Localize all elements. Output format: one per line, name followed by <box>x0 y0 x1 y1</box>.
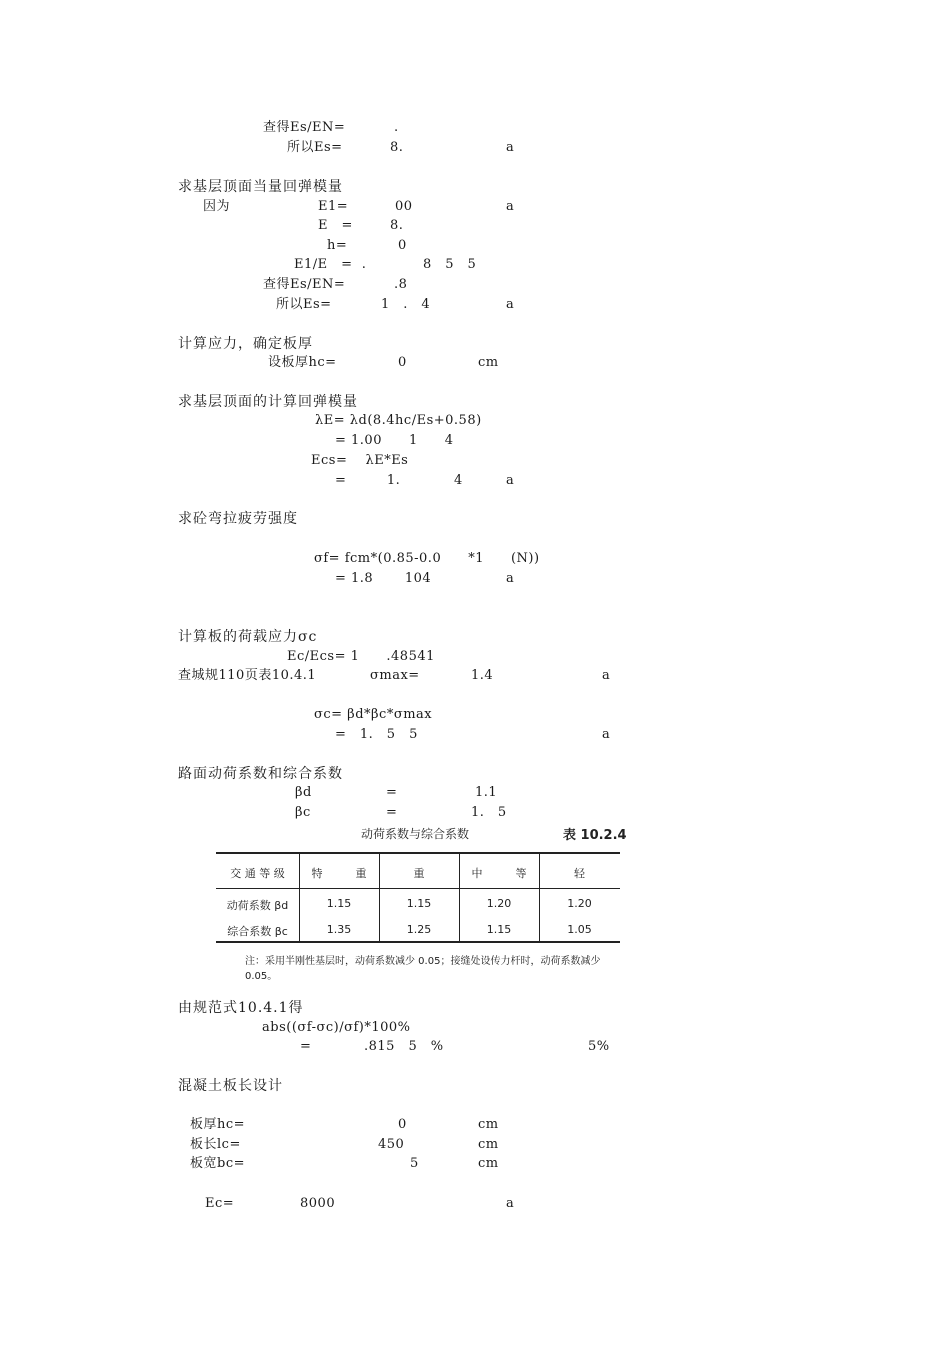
error-limit: 5% <box>588 1039 610 1054</box>
slab-thickness-label: 设板厚hc= <box>268 355 337 370</box>
e-value: 8. <box>390 218 404 233</box>
lambda-e-value: = 1.00 1 4 <box>335 433 454 448</box>
es-lookup-value: . <box>394 120 399 135</box>
section-title-slab-length: 混凝土板长设计 <box>178 1078 283 1094</box>
beta-d-label: βd <box>295 785 312 800</box>
es-lookup-value-2: .8 <box>394 277 408 292</box>
e1-e-ratio-label: E1/E = . <box>294 257 367 272</box>
code-table-lookup: 查城规110页表10.4.1 <box>178 668 317 683</box>
slab-hc-label: 板厚hc= <box>190 1117 246 1132</box>
e1-unit: a <box>506 199 515 214</box>
es-result-value-2: 1 . 4 <box>381 297 431 312</box>
sigma-max-unit: a <box>602 668 611 683</box>
table-top-rule <box>216 852 620 854</box>
table-cell: 1.20 <box>486 897 512 910</box>
beta-d-value: 1.1 <box>475 785 498 800</box>
section-title-load-stress: 计算板的荷载应力σc <box>178 629 318 645</box>
slab-bc-label: 板宽bc= <box>190 1156 245 1171</box>
beta-c-label: βc <box>295 805 311 820</box>
coefficient-table-image <box>203 820 637 983</box>
table-cell: 1.25 <box>406 923 432 936</box>
lambda-e-formula: λE= λd(8.4hc/Es+0.58) <box>315 413 482 428</box>
sigma-c-unit: a <box>602 727 611 742</box>
table-number: 表 10.2.4 <box>563 828 627 843</box>
table-cell: 1.15 <box>326 897 352 910</box>
e1-e-ratio-value: 8 5 5 <box>423 257 477 272</box>
ecs-unit: a <box>506 473 515 488</box>
slab-bc-value: 5 <box>410 1156 419 1171</box>
table-row-label: 综合系数 βc <box>227 925 288 938</box>
section-title-equivalent-modulus: 求基层顶面当量回弹模量 <box>178 179 343 195</box>
slab-lc-label: 板长lc= <box>190 1137 241 1152</box>
h-value: 0 <box>398 238 407 253</box>
slab-hc-value: 0 <box>398 1117 407 1132</box>
section-title-coefficients: 路面动荷系数和综合系数 <box>178 766 343 782</box>
table-cell: 1.05 <box>567 923 592 936</box>
sigma-c-formula: σc= βd*βc*σmax <box>314 707 433 722</box>
es-result-label-2: 所以Es= <box>276 297 332 312</box>
ec-label: Ec= <box>205 1196 235 1211</box>
e-label: E = <box>318 218 353 233</box>
beta-c-value: 1. 5 <box>471 805 507 820</box>
error-formula: abs((σf-σc)/σf)*100% <box>262 1020 411 1035</box>
sigma-max-value: 1.4 <box>471 668 494 683</box>
slab-thickness-unit: cm <box>478 355 499 370</box>
slab-thickness-value: 0 <box>398 355 407 370</box>
section-title-stress: 计算应力，确定板厚 <box>178 336 313 352</box>
table-header-level: 交 通 等 级 <box>230 867 285 880</box>
sigma-c-value: = 1. 5 5 <box>335 727 418 742</box>
section-title-fatigue-strength: 求砼弯拉疲劳强度 <box>178 511 298 527</box>
ec-unit: a <box>506 1196 515 1211</box>
error-value: .815 5 % <box>364 1039 444 1054</box>
table-bottom-rule <box>216 941 620 943</box>
section-title-code-formula: 由规范式10.4.1得 <box>178 1000 304 1016</box>
ec-ecs-ratio: Ec/Ecs= 1 .48541 <box>287 649 435 664</box>
beta-d-equals: = <box>386 785 398 800</box>
table-row-label: 动荷系数 βd <box>226 899 289 912</box>
slab-hc-unit: cm <box>478 1117 499 1132</box>
es-result-label: 所以Es= <box>287 140 343 155</box>
table-header-rule <box>216 888 620 889</box>
slab-bc-unit: cm <box>478 1156 499 1171</box>
e1-label: E1= <box>318 199 349 214</box>
table-note: 注：采用半刚性基层时，动荷系数减少 0.05；接缝处设传力杆时，动荷系数减少 0.05。 <box>245 956 601 982</box>
table-cell: 1.35 <box>326 923 352 936</box>
h-label: h= <box>327 238 348 253</box>
sigma-f-unit: a <box>506 571 515 586</box>
sigma-f-value: = 1.8 104 <box>335 571 432 586</box>
table-cell: 1.15 <box>486 923 512 936</box>
table-header-heavy: 重 <box>413 867 425 880</box>
es-result-unit: a <box>506 140 515 155</box>
es-lookup-label-2: 查得Es/EN= <box>263 277 346 292</box>
because-label: 因为 <box>203 199 231 214</box>
es-result-unit-2: a <box>506 297 515 312</box>
sigma-max-label: σmax= <box>370 668 420 683</box>
section-title-calc-modulus: 求基层顶面的计算回弹模量 <box>178 394 358 410</box>
table-header-medium: 中 等 <box>471 867 527 880</box>
table-header-light: 轻 <box>574 867 585 880</box>
table-cell: 1.15 <box>406 897 432 910</box>
ec-value: 8000 <box>300 1196 336 1211</box>
table-header-extra-heavy: 特 重 <box>311 867 367 880</box>
ecs-value: = 1. <box>335 473 401 488</box>
slab-lc-value: 450 <box>378 1137 405 1152</box>
error-equals: = <box>300 1039 312 1054</box>
beta-c-equals: = <box>386 805 398 820</box>
table-cell: 1.20 <box>567 897 592 910</box>
slab-lc-unit: cm <box>478 1137 499 1152</box>
table-caption: 动荷系数与综合系数 <box>361 827 470 841</box>
sigma-f-formula: σf= fcm*(0.85-0.0 *1 (N)) <box>314 551 540 566</box>
ecs-formula: Ecs= λE*Es <box>311 453 409 468</box>
e1-value: 00 <box>395 199 413 214</box>
ecs-value-tail: 4 <box>454 473 463 488</box>
es-result-value: 8. <box>390 140 404 155</box>
es-lookup-label: 查得Es/EN= <box>263 120 346 135</box>
